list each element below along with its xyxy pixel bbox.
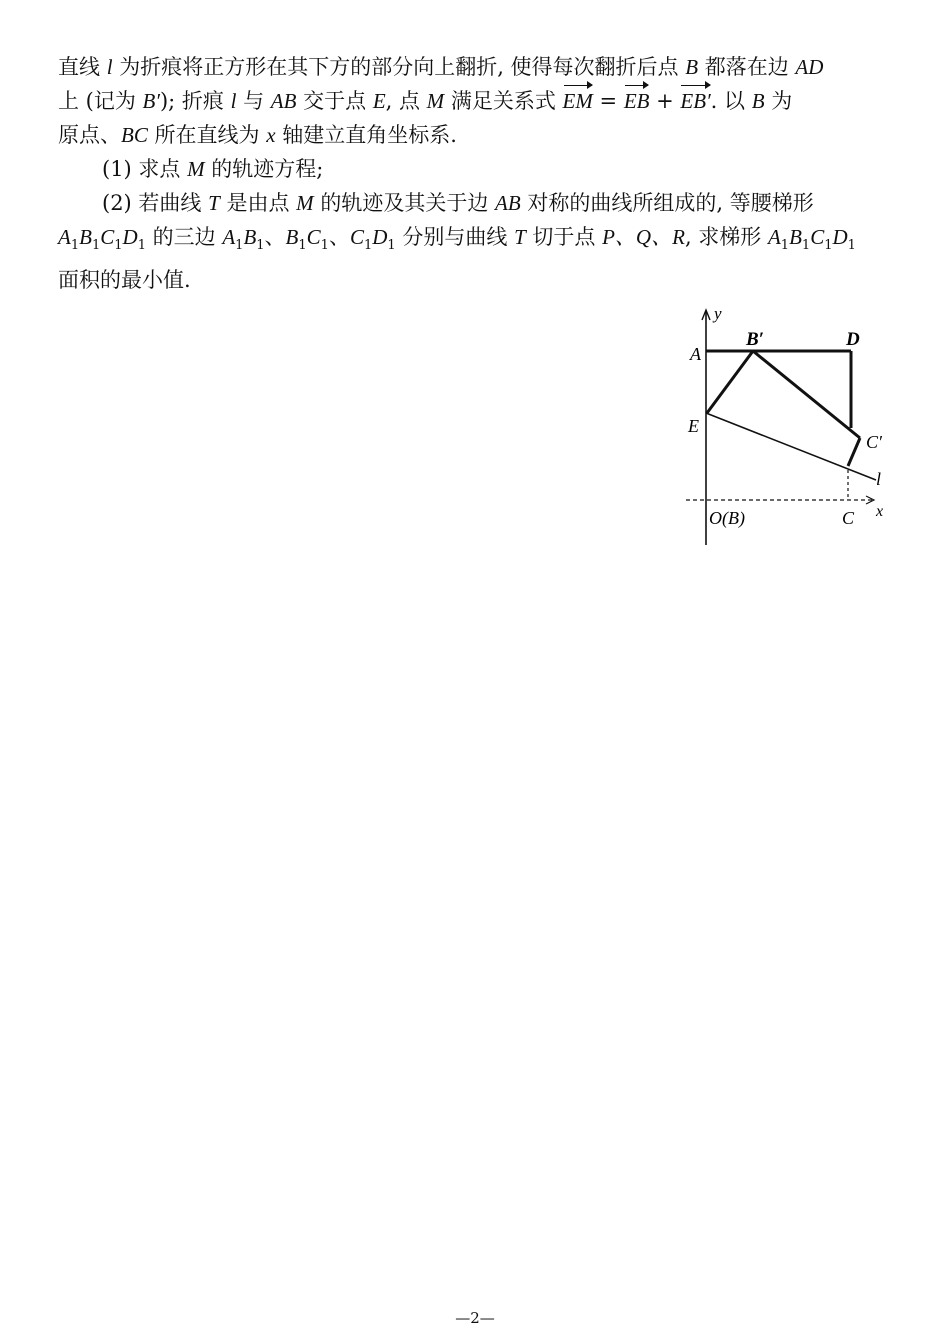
question-2 xyxy=(58,186,892,297)
problem-intro xyxy=(58,50,892,152)
label-Cprime: C′ xyxy=(866,432,882,452)
q2-line-2: $A_1B_1C_1D_1$ 的三边 $A_1B_1$、$B_1C_1$、$C_1D_1$ 分别与曲线 T 切于点 P、Q、R, 求梯形 $A_1B_1C_1D_1$ xyxy=(58,225,856,254)
label-D: D xyxy=(846,329,860,350)
label-O: O(B) xyxy=(709,508,745,528)
geometry-figure xyxy=(680,305,895,550)
text-line-2: 上 (记为 B′); 折痕 l 与 AB 交于点 E, 点 M 满足关系式 EM = EB + EB′. 以 B 为 xyxy=(58,84,892,118)
label-y: y xyxy=(714,305,722,323)
segment-BprimeCprime xyxy=(753,351,860,438)
text-line-3: 原点、BC 所在直线为 x 轴建立直角坐标系. xyxy=(58,123,457,147)
problem-text xyxy=(58,50,892,297)
page-number: —2— xyxy=(455,1309,495,1327)
segment-Cprime-down xyxy=(848,438,860,466)
q2-line-1: (2) 若曲线 T 是由点 M 的轨迹及其关于边 AB 对称的曲线所组成的, 等腰梯形 xyxy=(102,191,814,215)
label-E: E xyxy=(688,416,699,436)
label-l: l xyxy=(876,469,882,489)
label-A: A xyxy=(690,344,701,364)
label-C: C xyxy=(842,508,855,528)
figure-svg xyxy=(680,305,895,550)
segment-EBprime xyxy=(707,351,753,413)
vector-EBprime: EB′ xyxy=(680,84,710,118)
vector-EB: EB xyxy=(624,84,650,118)
text-line-1: 直线 l 为折痕将正方形在其下方的部分向上翻折, 使得每次翻折后点 B 都落在边 AD xyxy=(58,55,824,79)
label-x: x xyxy=(876,503,884,520)
question-1: (1) 求点 M 的轨迹方程; xyxy=(102,157,324,181)
q2-line-3: 面积的最小值. xyxy=(58,268,191,293)
label-Bprime: B′ xyxy=(746,329,765,350)
vector-EM: EM xyxy=(563,84,593,118)
